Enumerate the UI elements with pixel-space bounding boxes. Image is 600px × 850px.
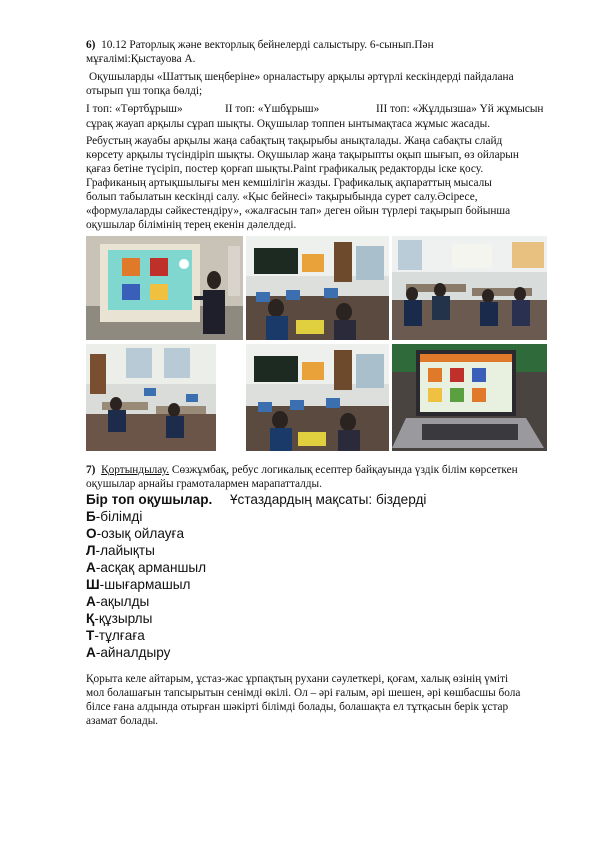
acrostic-letter: А [86, 560, 96, 575]
acrostic-letter: А [86, 594, 96, 609]
section7-line1 [86, 463, 518, 477]
closing-line: білсе ғана алдында отырған шәкірті білімді болады, болашақта ел тұтқасын берік ұстар [86, 701, 509, 713]
section7-number: 7) [86, 464, 96, 476]
acrostic-word: -тұлғаға [94, 628, 145, 643]
acrostic-line [86, 610, 152, 627]
acrostic-word: -білімді [95, 509, 143, 524]
para2-line: болып табылатын кескінді салу. «Қыс бейнесі» тақырыбында сурет салу.Әсіресе, [86, 191, 478, 203]
acrostic-letter: А [86, 645, 96, 660]
section6-line1 [86, 38, 434, 52]
photo-collage [86, 236, 547, 451]
photo-classroom-students-rows [392, 236, 547, 340]
closing-line: мол болашағын тапсырытын сенімді өкілі. Ол – әрі ғалым, әрі шешен, әрі көшбасшы бола [86, 687, 521, 699]
section7-title: Қортындылау. [101, 464, 170, 476]
section7-line2: оқушылар арнайы грамоталармен марапатталды. [86, 478, 322, 490]
acrostic-word: -шығармашыл [99, 577, 191, 592]
acrostic-line [86, 627, 145, 644]
acrostic-word: -құзырлы [94, 611, 153, 626]
photo-teacher-at-board [86, 236, 243, 340]
photo-classroom-students-desks [86, 344, 216, 451]
section6-line4: отырып үш топқа бөлді; [86, 85, 203, 97]
section6-line6: сұрақ жауап арқылы сұрап шықты. Оқушылар топпен ынтымақтаса жұмыс жасады. [86, 118, 491, 130]
teachers-goal-heading: Ұстаздардың мақсаты: біздерді [230, 492, 427, 507]
para2-line: көрсету арқылы түсіндіріп шықты. Оқушылар жаңа тақырыпты оқып шығып, өз ойларын [86, 149, 519, 161]
section6-line3: Оқушыларды «Шаттық шеңберіне» орналастыру арқылы әртүрлі кескіндерді пайдалана [89, 71, 514, 83]
para2-line: оқушылар білімінің терең екенін дәлелдеді. [86, 219, 297, 231]
acrostic-line [86, 593, 149, 610]
acrostic-letter: Қ [86, 611, 95, 626]
closing-line: азамат болады. [86, 715, 159, 727]
section6-number: 6) [86, 39, 96, 51]
acrostic-letter: Т [86, 628, 95, 643]
acrostic-letter: О [86, 526, 97, 541]
acrostic-word: -лайықты [95, 543, 155, 558]
acrostic-letter: Ш [86, 577, 100, 592]
acrostic-word: -айналдыру [95, 645, 171, 660]
para2-line: Ребустың жауабы арқылы жаңа сабақтың тақырыбы анықталады. Жаңа сабақты слайд [86, 135, 503, 147]
group-heading: Бір топ оқушылар. [86, 492, 213, 507]
photo-classroom-computers-2 [246, 344, 389, 451]
para2-line: қағаз бетіне түсіріп, постер қорғап шықты.Paint графикалық редакторды іске қосу. [86, 163, 484, 175]
section6-line2: мұғалімі:Қыстауова А. [86, 53, 196, 65]
section7-line1-rest: Сөзжұмбақ, ребус логикалық есептер байқауында үздік білім көрсеткен [169, 464, 518, 476]
group2-label: II топ: «Үшбұрыш» [225, 103, 320, 115]
closing-line: Қорыта келе айтарым, ұстаз-жас ұрпақтың рухани сәулеткері, қоғам, халық өзінің үміті [86, 673, 509, 685]
photo-laptop-screen [392, 344, 547, 451]
acrostic-line [86, 576, 190, 593]
acrostic-line [86, 525, 184, 542]
acrostic-line [86, 559, 206, 576]
para2-line: Графиканың артықшылығы мен кемшілігін жазды. Графикалық ақпараттың мысалы [86, 177, 492, 189]
group3-label: III топ: «Жұлдызша» Үй жұмысын [376, 103, 544, 115]
section6-title: 10.12 Раторлық және векторлық бейнелерді салыстыру. 6-сынып.Пән [101, 39, 434, 51]
acrostic-word: -озық ойлауға [96, 526, 185, 541]
acrostic-line [86, 542, 155, 559]
acrostic-line [86, 644, 170, 661]
acrostic-word: -асқақ арманшыл [95, 560, 207, 575]
acrostic-line [86, 508, 142, 525]
acrostic-word: -ақылды [95, 594, 150, 609]
group1-label: I топ: «Төртбұрыш» [86, 103, 183, 115]
acrostic-letter: Л [86, 543, 96, 558]
para2-line: «формулаларды сәйкестендіру», «жалғасын тап» деген ойын түрлері тақырып бойынша [86, 205, 511, 217]
acrostic-letter: Б [86, 509, 96, 524]
photo-classroom-computers-1 [246, 236, 389, 340]
